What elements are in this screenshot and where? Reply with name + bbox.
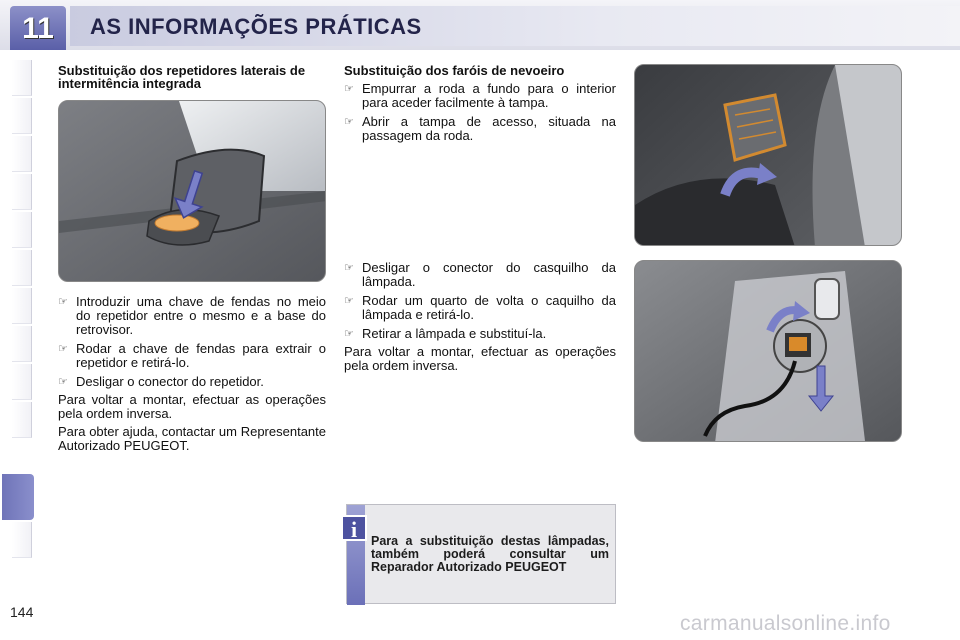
instruction-text: Introduzir uma chave de fendas no meio do repetidor entre o mesmo e a base do retrovisor. <box>76 294 326 337</box>
side-tab[interactable] <box>12 364 32 400</box>
instruction-text: Abrir a tampa de acesso, situada na passagem da roda. <box>362 114 616 143</box>
side-tab-active[interactable] <box>2 474 34 520</box>
side-tab[interactable] <box>12 288 32 324</box>
wheel-arch-access-photo <box>634 64 902 246</box>
mirror-illustration <box>59 101 326 282</box>
middle-column-bottom <box>344 256 616 373</box>
fog-lamp-illustration <box>635 261 902 442</box>
pointing-hand-icon: ☞ <box>58 343 68 355</box>
fog-lamp-bulb-photo <box>634 260 902 442</box>
chapter-side-tabs <box>0 60 34 580</box>
instruction-bullet <box>344 82 616 110</box>
instruction-bullet <box>344 294 616 322</box>
reassembly-note: Para voltar a montar, efectuar as operações pela ordem inversa. <box>344 344 616 373</box>
instruction-bullet <box>344 261 616 289</box>
section-heading-fog-lamps: Substituição dos faróis de nevoeiro <box>344 63 565 78</box>
instruction-text: Retirar a lâmpada e substituí-la. <box>362 326 547 341</box>
side-tab[interactable] <box>12 402 32 438</box>
pointing-hand-icon: ☞ <box>344 262 354 274</box>
pointing-hand-icon: ☞ <box>344 328 354 340</box>
page-header <box>0 0 960 50</box>
mirror-repeater-photo <box>58 100 326 282</box>
watermark: carmanualsonline.info <box>680 612 891 635</box>
instruction-bullet <box>344 115 616 143</box>
left-column-text <box>58 290 326 453</box>
side-tab[interactable] <box>12 98 32 134</box>
pointing-hand-icon: ☞ <box>58 296 68 308</box>
info-note-box <box>346 504 616 604</box>
side-tab[interactable] <box>12 212 32 248</box>
side-tab[interactable] <box>12 136 32 172</box>
side-tab[interactable] <box>12 174 32 210</box>
pointing-hand-icon: ☞ <box>344 295 354 307</box>
info-icon: i <box>341 515 367 541</box>
side-tab[interactable] <box>12 522 32 558</box>
side-tab[interactable] <box>12 60 32 96</box>
help-note: Para obter ajuda, contactar um Representante Autorizado PEUGEOT. <box>58 424 326 453</box>
left-heading-block <box>58 64 328 90</box>
page-number: 144 <box>10 604 34 620</box>
instruction-text: Rodar a chave de fendas para extrair o repetidor e retirá-lo. <box>76 341 326 370</box>
pointing-hand-icon: ☞ <box>344 116 354 128</box>
chapter-title: AS INFORMAÇÕES PRÁTICAS <box>90 14 422 39</box>
instruction-text: Rodar um quarto de volta o caquilho da lâmpada e retirá-lo. <box>362 293 616 322</box>
pointing-hand-icon: ☞ <box>58 376 68 388</box>
side-tab[interactable] <box>12 326 32 362</box>
instruction-bullet <box>58 342 326 370</box>
info-note-text: Para a substituição destas lâmpadas, também poderá consultar um Reparador Autorizado PEUGEOT <box>371 534 609 574</box>
reassembly-note: Para voltar a montar, efectuar as operações pela ordem inversa. <box>58 392 326 421</box>
wheel-arch-illustration <box>635 65 902 246</box>
instruction-bullet <box>58 375 326 389</box>
instruction-text: Desligar o conector do repetidor. <box>76 374 264 389</box>
instruction-text: Desligar o conector do casquilho da lâmpada. <box>362 260 616 289</box>
instruction-text: Empurrar a roda a fundo para o interior para aceder facilmente à tampa. <box>362 81 616 110</box>
section-heading-side-repeaters: Substituição dos repetidores laterais de intermitência integrada <box>58 63 306 91</box>
chapter-number-tab[interactable]: 11 <box>10 6 66 50</box>
middle-column-top <box>344 64 616 143</box>
pointing-hand-icon: ☞ <box>344 83 354 95</box>
instruction-bullet <box>344 327 616 341</box>
instruction-bullet <box>58 295 326 337</box>
side-tab[interactable] <box>12 250 32 286</box>
